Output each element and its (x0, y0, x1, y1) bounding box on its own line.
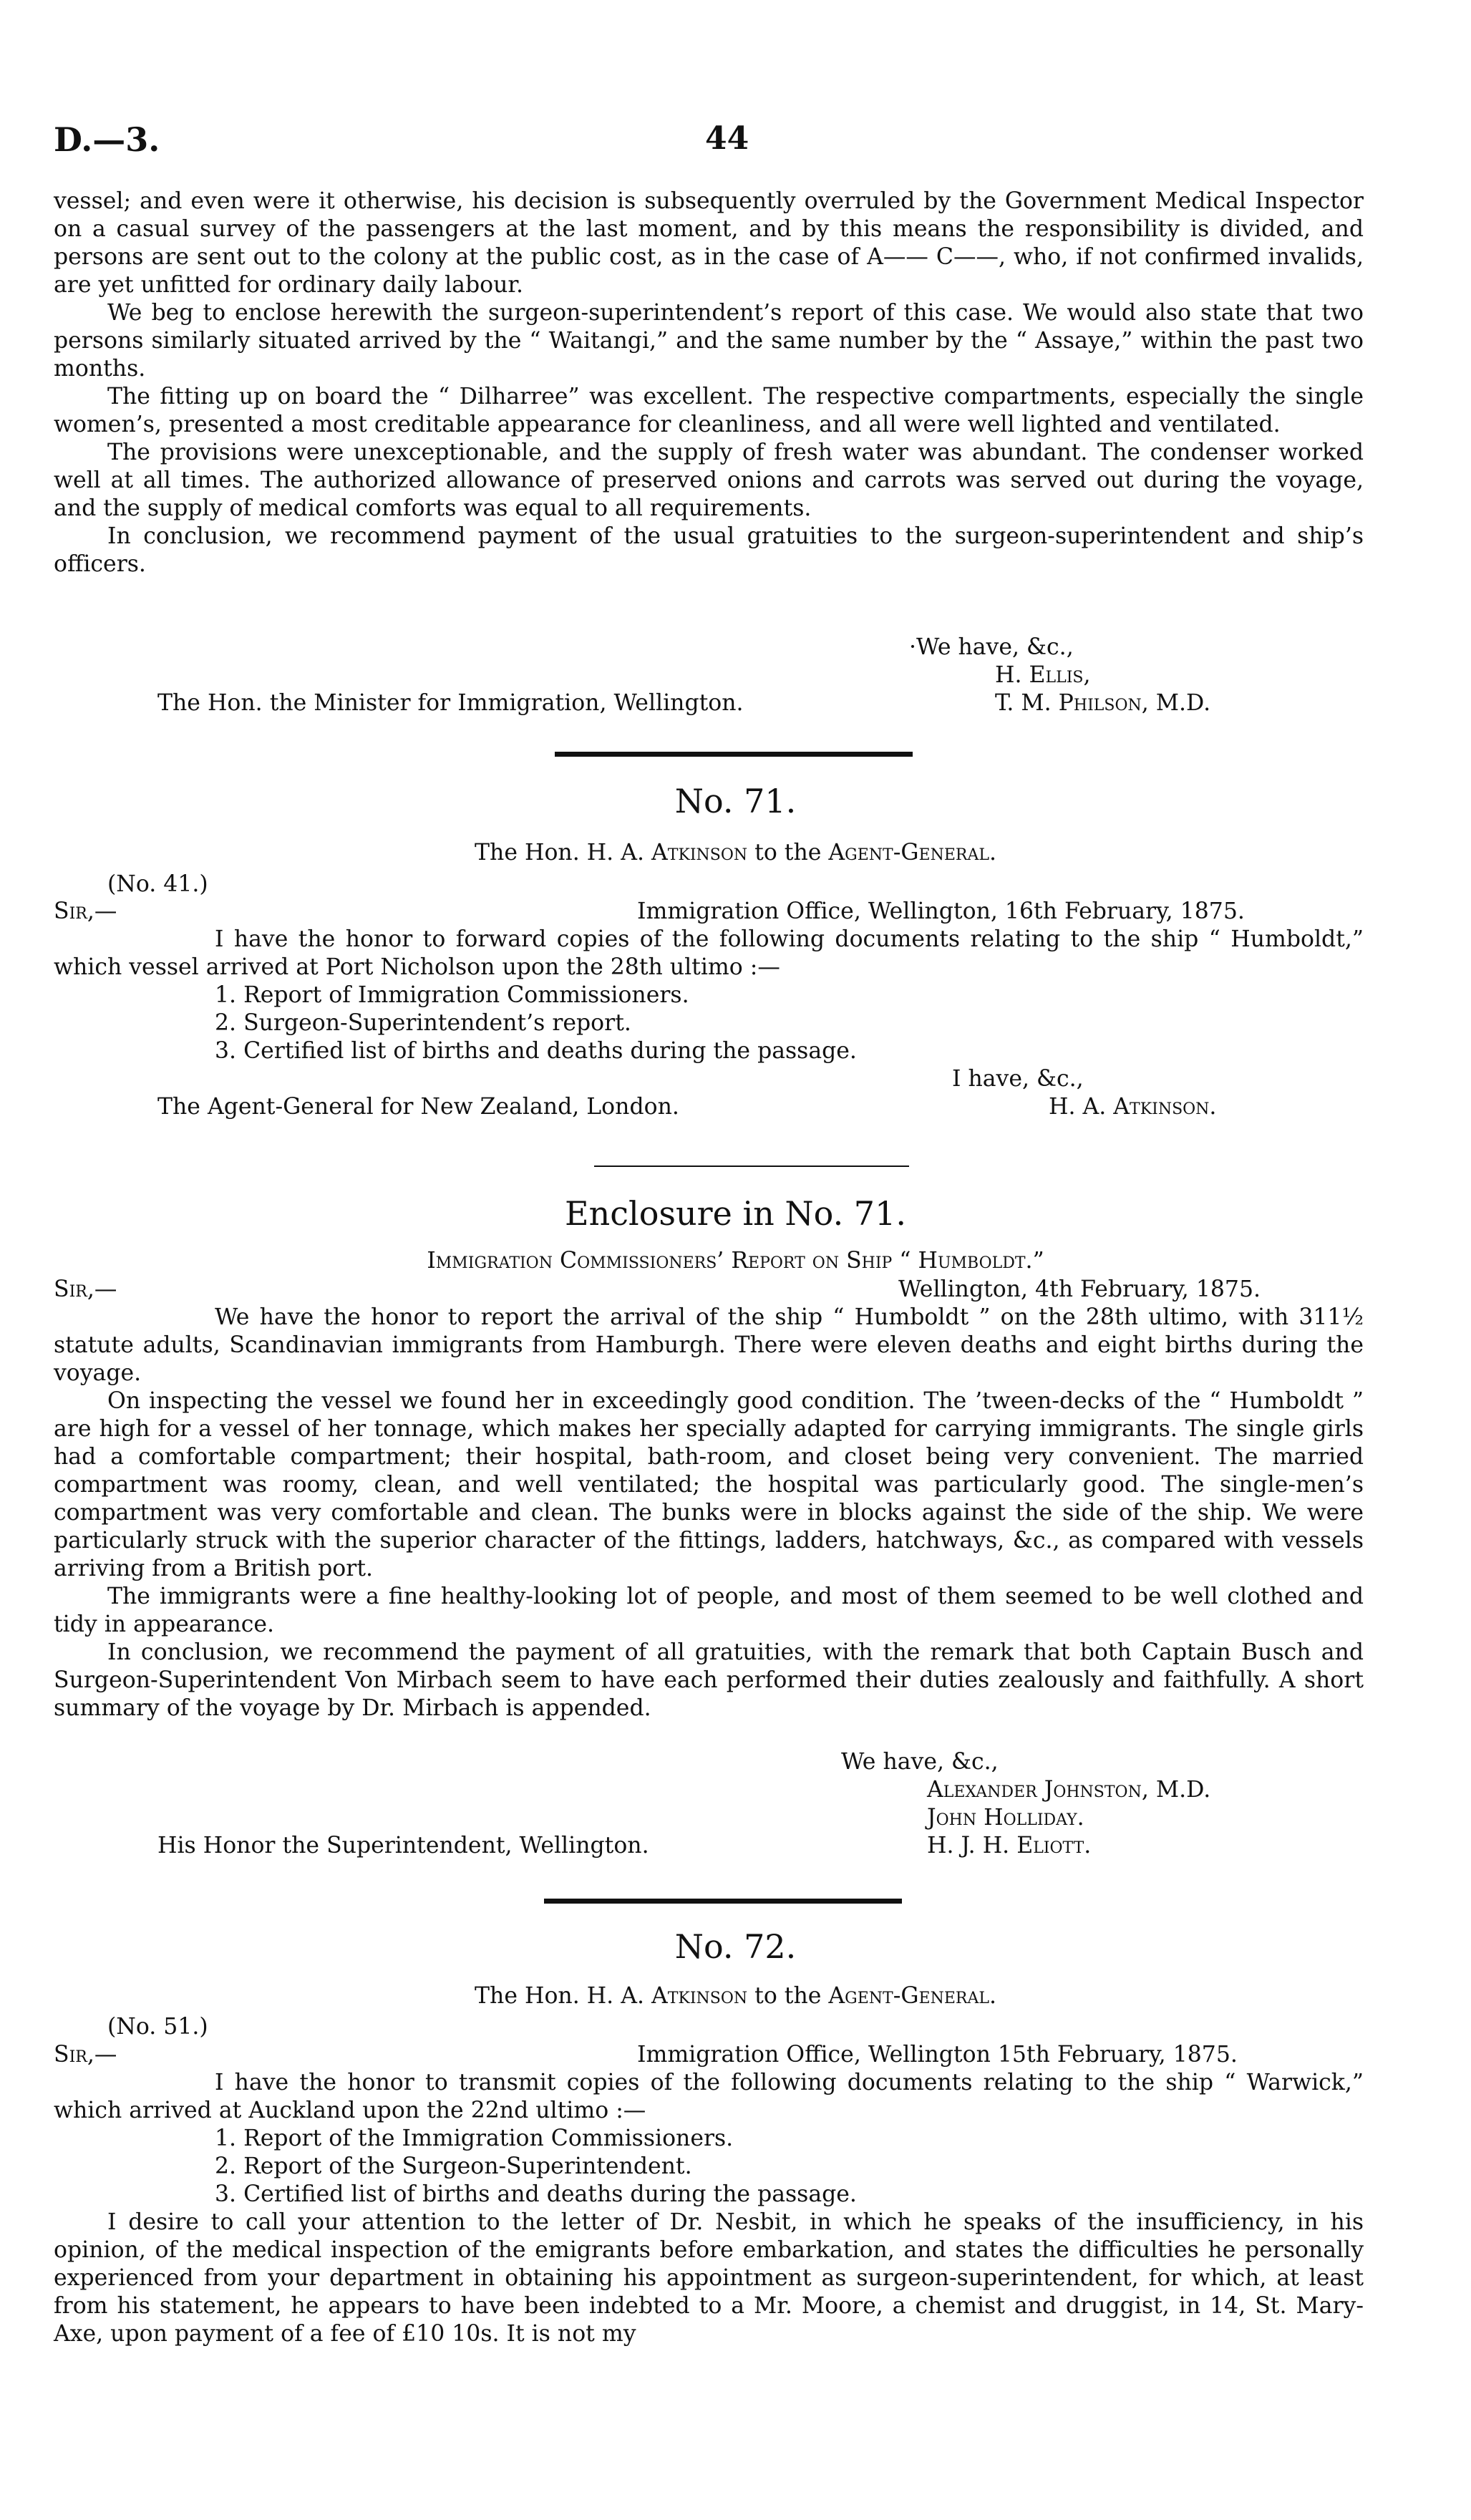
closing: ·We have, &c., (909, 634, 1074, 660)
signatory: H. Ellis, (995, 662, 1091, 688)
letter-number-ref: (No. 51.) (107, 2014, 208, 2040)
list-item: 3. Certified list of births and deaths during the passage. (215, 2181, 857, 2207)
list-item: 2. Report of the Surgeon-Superintendent. (215, 2153, 692, 2179)
enclosure-subtitle: Immigration Commissioners’ Report on Ship “ Humboldt.” (427, 1248, 1044, 1274)
letter-subtitle: The Hon. H. A. Atkinson to the Agent-General. (475, 1983, 996, 2009)
section-divider (544, 1899, 902, 1904)
letter-title: No. 71. (674, 782, 797, 820)
place-date: Immigration Office, Wellington 15th February, 1875. (637, 2042, 1238, 2068)
letter-body (54, 2069, 1364, 2125)
letter-number-ref: (No. 41.) (107, 871, 208, 897)
closing: We have, &c., (841, 1749, 999, 1775)
list-item: 2. Surgeon-Superintendent’s report. (215, 1010, 631, 1036)
addressee: The Hon. the Minister for Immigration, Wellington. (157, 690, 744, 716)
continued-letter (54, 188, 1364, 578)
page-number: 44 (705, 120, 749, 157)
salutation: Sir,— (54, 2042, 117, 2068)
signatory: T. M. Philson, M.D. (995, 690, 1211, 716)
document-list (215, 982, 1288, 1065)
signatory: H. J. H. Eliott. (927, 1833, 1092, 1858)
place-date: Immigration Office, Wellington, 16th February, 1875. (637, 898, 1245, 924)
letter-body (54, 2209, 1364, 2348)
place-date: Wellington, 4th February, 1875. (898, 1276, 1261, 1302)
paragraph: In conclusion, we recommend payment of the usual gratuities to the surgeon-superintendent and ship’s officers. (54, 523, 1364, 577)
document-list (215, 2125, 1288, 2209)
paragraph: The immigrants were a fine healthy-looking lot of people, and most of them seemed to be well clothed and tidy in appearance. (54, 1584, 1364, 1637)
list-item: 3. Certified list of births and deaths during the passage. (215, 1038, 857, 1064)
paragraph: I have the honor to transmit copies of the following documents relating to the ship “ Warwick,” which arrived at Auckland upon the 22nd ultimo :— (54, 2070, 1364, 2123)
signatory: Alexander Johnston, M.D. (927, 1777, 1211, 1803)
enclosure-title: Enclosure in No. 71. (565, 1194, 906, 1233)
section-divider (594, 1166, 909, 1167)
paragraph: On inspecting the vessel we found her in exceedingly good condition. The ’tween-decks of the “ Humboldt ” are high for a vessel of her tonnage, which makes her specially adapted for carrying immigrants. The single girls had a comfortable compartment; their hospital, bath-room, and closet being very convenient. The married compartment was roomy, clean, and well ventilated; the hospital was particularly good. The single-men’s compartment was very comfortable and clean. The bunks were in blocks against the side of the ship. We were particularly struck with the superior character of the fittings, ladders, hatchways, &c., as compared with vessels arriving from a British port. (54, 1388, 1364, 1581)
paragraph: We beg to enclose herewith the surgeon-superintendent’s report of this case. We would also state that two persons similarly situated arrived by the “ Waitangi,” and the same number by the “ Assaye,” within the past two months. (54, 300, 1364, 382)
enclosure-body (54, 1304, 1364, 1722)
paragraph: We have the honor to report the arrival of the ship “ Humboldt ” on the 28th ultimo, with 311½ statute adults, Scandinavian immigrants from Hamburgh. There were eleven deaths and eight births during the voyage. (54, 1304, 1364, 1386)
paragraph: I have the honor to forward copies of the following documents relating to the ship “ Humboldt,” which vessel arrived at Port Nicholson upon the 28th ultimo :— (54, 926, 1364, 980)
signatory: John Holliday. (927, 1805, 1084, 1831)
addressee: The Agent-General for New Zealand, London. (157, 1094, 679, 1120)
paragraph: The fitting up on board the “ Dilharree” was excellent. The respective compartments, especially the single women’s, presented a most creditable appearance for cleanliness, and all were well lighted and ventilated. (54, 384, 1364, 437)
running-header (0, 120, 1471, 163)
signatory: H. A. Atkinson. (1049, 1094, 1217, 1120)
addressee: His Honor the Superintendent, Wellington. (157, 1833, 649, 1858)
salutation: Sir,— (54, 1276, 117, 1302)
section-divider (555, 752, 913, 757)
paragraph: In conclusion, we recommend the payment of all gratuities, with the remark that both Captain Busch and Surgeon-Superintendent Von Mirbach seem to have each performed their duties zealously and faithfully. A short summary of the voyage by Dr. Mirbach is appended. (54, 1639, 1364, 1721)
paragraph: vessel; and even were it otherwise, his decision is subsequently overruled by the Government Medical Inspector on a casual survey of the passengers at the last moment, and by this means the responsibility is divided, and persons are sent out to the colony at the public cost, as in the case of A—— C——, who, if not confirmed invalids, are yet unfitted for ordinary daily labour. (54, 188, 1364, 298)
paragraph: The provisions were unexceptionable, and the supply of fresh water was abundant. The condenser worked well at all times. The authorized allowance of preserved onions and carrots was served out during the voyage, and the supply of medical comforts was equal to all requirements. (54, 440, 1364, 521)
closing: I have, &c., (952, 1066, 1084, 1092)
letter-body (54, 926, 1364, 982)
list-item: 1. Report of Immigration Commissioners. (215, 982, 689, 1008)
letter-subtitle: The Hon. H. A. Atkinson to the Agent-General. (475, 840, 996, 866)
salutation: Sir,— (54, 898, 117, 924)
document-reference: D.—3. (54, 120, 160, 159)
paragraph: I desire to call your attention to the letter of Dr. Nesbit, in which he speaks of the insufficiency, in his opinion, of the medical inspection of the emigrants before embarkation, and states the difficulties he personally experienced from your department in obtaining his appointment as surgeon-superintendent, for which, at least from his statement, he appears to have been indebted to a Mr. Moore, a chemist and druggist, in 14, St. Mary-Axe, upon payment of a fee of £10 10s. It is not my (54, 2209, 1364, 2347)
list-item: 1. Report of the Immigration Commissioners. (215, 2126, 734, 2151)
letter-title: No. 72. (674, 1927, 797, 1966)
